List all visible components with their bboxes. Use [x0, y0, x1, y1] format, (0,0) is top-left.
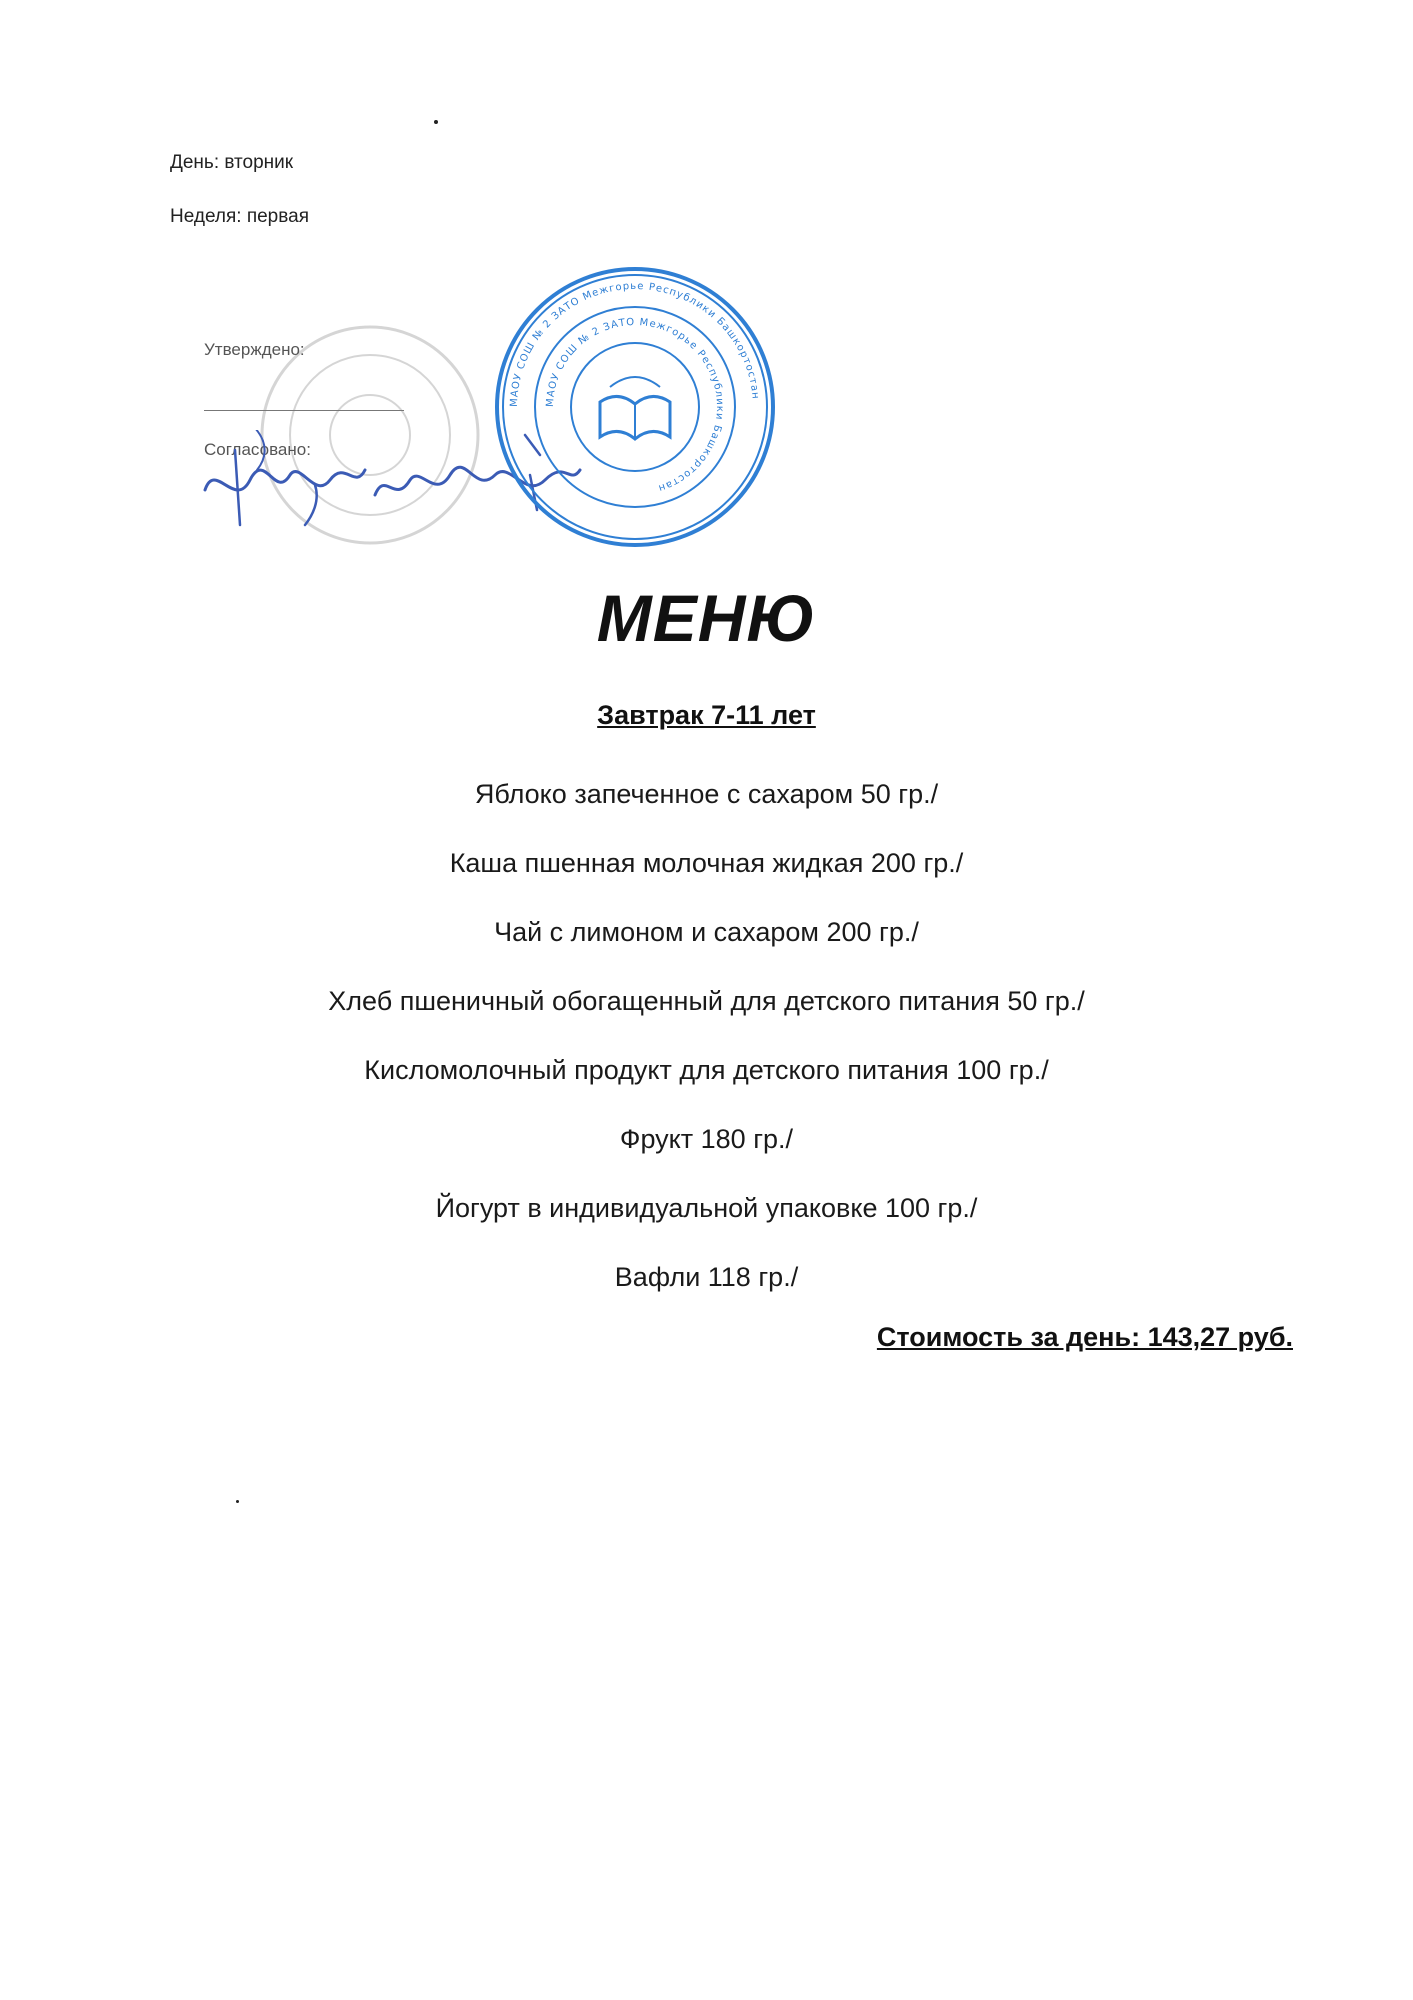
agreed-label: Согласовано:: [204, 440, 311, 459]
day-label: День: вторник: [170, 152, 294, 173]
page-title: МЕНЮ: [596, 581, 817, 655]
official-stamp: [490, 262, 780, 552]
approved-label: Утверждено:: [204, 340, 305, 359]
menu-list: [0, 760, 1413, 1312]
menu-item: Яблоко запеченное с сахаром 50 гр./: [474, 779, 939, 809]
menu-item: Вафли 118 гр./: [614, 1262, 799, 1292]
book-icon: [600, 377, 670, 439]
approval-signature-line: [204, 410, 404, 411]
scan-speck: [236, 1500, 239, 1503]
daily-cost: Стоимость за день: 143,27 руб.: [876, 1322, 1293, 1352]
stamp-outer-text: МАОУ СОШ № 2 ЗАТО Межгорье Республики Башкортостан: [508, 280, 761, 408]
menu-item: Чай с лимоном и сахаром 200 гр./: [494, 917, 919, 947]
week-label: Неделя: первая: [170, 206, 309, 227]
menu-item: Йогурт в индивидуальной упаковке 100 гр./: [435, 1193, 978, 1223]
menu-item: Фрукт 180 гр./: [619, 1124, 794, 1154]
scan-speck: [434, 120, 438, 124]
menu-item: Кисломолочный продукт для детского питания 100 гр./: [364, 1055, 1049, 1085]
meal-section-title: Завтрак 7-11 лет: [597, 700, 816, 730]
stamp-inner-text: МАОУ СОШ № 2 ЗАТО Межгорье Республики Башкортостан: [544, 316, 726, 494]
menu-item: Каша пшенная молочная жидкая 200 гр./: [449, 848, 964, 878]
menu-item: Хлеб пшеничный обогащенный для детского питания 50 гр./: [328, 986, 1085, 1016]
